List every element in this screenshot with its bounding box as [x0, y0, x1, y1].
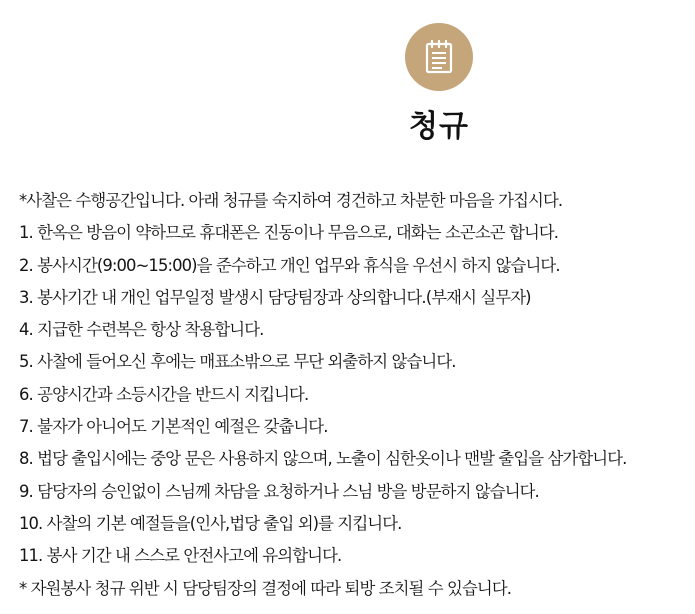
page-title: 청규	[409, 109, 469, 144]
rule-item-5: 5. 사찰에 들어오신 후에는 매표소밖으로 무단 외출하지 않습니다.	[19, 352, 456, 372]
rule-item-11: 11. 봉사 기간 내 스스로 안전사고에 유의합니다.	[19, 546, 342, 566]
rule-item-10: 10. 사찰의 기본 예절들을(인사,법당 출입 외)를 지킵니다.	[19, 513, 402, 533]
rule-item-6: 6. 공양시간과 소등시간을 반드시 지킵니다.	[19, 384, 309, 404]
rules-list	[19, 185, 689, 605]
rule-item-1: 1. 한옥은 방음이 약하므로 휴대폰은 진동이나 무음으로, 대화는 소곤소곤 합니다.	[19, 223, 559, 243]
rule-item-8: 8. 법당 출입시에는 중앙 문은 사용하지 않으며, 노출이 심한옷이나 맨발 출입을 삼가합니다.	[19, 449, 627, 469]
rule-item-4: 4. 지급한 수련복은 항상 착용합니다.	[19, 320, 264, 340]
rule-item-3: 3. 봉사기간 내 개인 업무일정 발생시 담당팀장과 상의합니다.(부재시 실무자)	[19, 287, 531, 307]
rule-item-7: 7. 불자가 아니어도 기본적인 예절은 갖춥니다.	[19, 417, 328, 437]
notepad-icon	[424, 40, 454, 74]
rule-item-2: 2. 봉사시간(9:00~15:00)을 준수하고 개인 업무와 휴식을 우선시 하지 않습니다.	[19, 255, 560, 275]
notepad-icon-badge	[405, 23, 473, 91]
rules-footnote: * 자원봉사 청규 위반 시 담당팀장의 결정에 따라 퇴방 조치될 수 있습니다.	[19, 578, 512, 598]
rule-item-9: 9. 담당자의 승인없이 스님께 차담을 요청하거나 스님 방을 방문하지 않습니다.	[19, 481, 539, 501]
rules-intro: *사찰은 수행공간입니다. 아래 청규를 숙지하여 경건하고 차분한 마음을 가집시다.	[19, 191, 563, 210]
